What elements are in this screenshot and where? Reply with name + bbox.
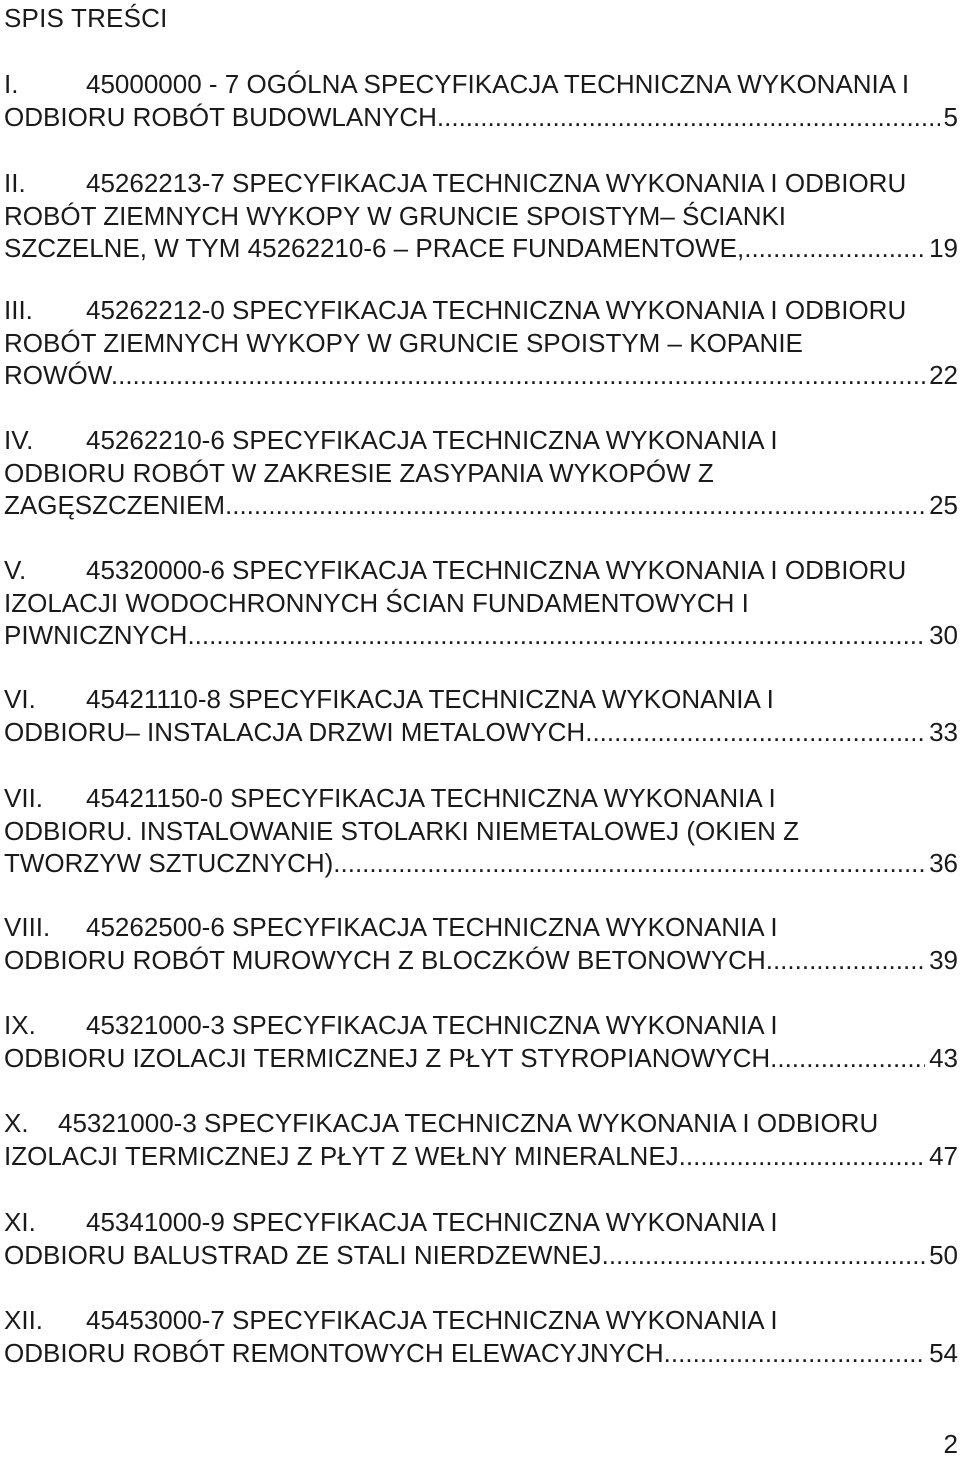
toc-entry-text: 45421110-8 SPECYFIKACJA TECHNICZNA WYKONANIA I: [86, 684, 774, 714]
toc-entry-text: ODBIORU IZOLACJI TERMICZNEJ Z PŁYT STYROPIANOWYCH.: [4, 1042, 778, 1073]
toc-line: [4, 1009, 958, 1042]
toc-entry-6[interactable]: [4, 683, 958, 748]
toc-entry-number: IV.: [4, 425, 34, 455]
toc-line: [4, 200, 958, 233]
toc-line: [4, 1206, 958, 1239]
toc-entry-text: 45341000-9 SPECYFIKACJA TECHNICZNA WYKONANIA I: [86, 1207, 778, 1237]
toc-entry-text: 45262210-6 SPECYFIKACJA TECHNICZNA WYKONANIA I: [86, 425, 778, 455]
toc-entry-text: ODBIORU ROBÓT BUDOWLANYCH: [4, 101, 437, 132]
toc-leader-dots: [118, 359, 925, 392]
toc-entry-number: X.: [4, 1108, 29, 1138]
toc-entry-text: 45000000 - 7 OGÓLNA SPECYFIKACJA TECHNICZNA WYKONANIA I: [86, 69, 910, 99]
toc-entry-12[interactable]: [4, 1304, 958, 1369]
toc-page-number: 5: [943, 101, 958, 132]
toc-leader-dots: [679, 1140, 925, 1173]
toc-leader-dots: [766, 944, 925, 977]
toc-last-line: [4, 101, 958, 134]
toc-page-number: 25: [929, 490, 958, 520]
toc-entry-text: 45421150-0 SPECYFIKACJA TECHNICZNA WYKONANIA I: [86, 783, 776, 813]
toc-entry-2[interactable]: [4, 167, 958, 265]
toc-line: [4, 554, 958, 587]
toc-page-number: 47: [929, 1140, 958, 1171]
toc-last-line: [4, 1042, 958, 1075]
toc-entry-number: IX.: [4, 1010, 36, 1040]
toc-line: [4, 457, 958, 490]
toc-line: [4, 424, 958, 457]
toc-last-line: [4, 716, 958, 749]
toc-last-line: [4, 489, 958, 522]
toc-line: [4, 294, 958, 327]
toc-page-number: 33: [929, 716, 958, 747]
toc-last-line: [4, 1337, 958, 1370]
toc-page-number: 36: [929, 848, 958, 878]
toc-line: [4, 1107, 958, 1140]
toc-entry-text: ODBIORU ROBÓT W ZAKRESIE ZASYPANIA WYKOPÓW Z: [4, 457, 714, 488]
toc-entry-number: II.: [4, 168, 26, 198]
toc-entry-number: XI.: [4, 1207, 36, 1237]
toc-last-line: [4, 847, 958, 880]
toc-entry-number: VIII.: [4, 912, 51, 942]
toc-leader-dots: [187, 619, 925, 652]
toc-entry-4[interactable]: [4, 424, 958, 522]
toc-entry-text: ODBIORU– INSTALACJA DRZWI METALOWYCH: [4, 716, 586, 747]
toc-entry-text: 45321000-3 SPECYFIKACJA TECHNICZNA WYKONANIA I ODBIORU: [58, 1108, 879, 1138]
toc-line: [4, 815, 958, 848]
toc-entry-text: ODBIORU. INSTALOWANIE STOLARKI NIEMETALOWEJ (OKIEN Z: [4, 815, 800, 846]
toc-page-number: 22: [929, 360, 958, 390]
toc-entry-number: VI.: [4, 684, 36, 714]
toc-leader-dots: [225, 489, 925, 522]
toc-last-line: [4, 1140, 958, 1173]
toc-entry-3[interactable]: [4, 294, 958, 392]
toc-entry-number: I.: [4, 69, 19, 99]
toc-entry-text: ROBÓT ZIEMNYCH WYKOPY W GRUNCIE SPOISTYM– ŚCIANKI: [4, 200, 787, 231]
toc-entry-5[interactable]: [4, 554, 958, 652]
toc-page-number: 43: [929, 1042, 958, 1073]
toc-leader-dots: [602, 1239, 925, 1272]
toc-entry-1[interactable]: [4, 68, 958, 133]
toc-entry-text: PIWNICZNYCH: [4, 620, 188, 650]
toc-entry-text: IZOLACJI TERMICZNEJ Z PŁYT Z WEŁNY MINERALNEJ: [4, 1140, 679, 1171]
toc-leader-dots: [744, 232, 925, 265]
toc-leader-dots: [585, 716, 925, 749]
toc-entry-text: 45321000-3 SPECYFIKACJA TECHNICZNA WYKONANIA I: [86, 1010, 778, 1040]
toc-line: [4, 911, 958, 944]
toc-page-number: 54: [929, 1337, 958, 1368]
toc-entry-number: V.: [4, 555, 27, 585]
toc-entry-text: 45453000-7 SPECYFIKACJA TECHNICZNA WYKONANIA I: [86, 1305, 778, 1335]
toc-entry-text: 45262500-6 SPECYFIKACJA TECHNICZNA WYKONANIA I: [86, 912, 778, 942]
toc-entry-number: VII.: [4, 783, 44, 813]
toc-entry-number: XII.: [4, 1305, 44, 1335]
toc-entry-text: ODBIORU ROBÓT REMONTOWYCH ELEWACYJNYCH.: [4, 1337, 671, 1368]
toc-entry-text: IZOLACJI WODOCHRONNYCH ŚCIAN FUNDAMENTOWYCH I: [4, 587, 749, 618]
toc-title: SPIS TREŚCI: [4, 3, 168, 33]
toc-page-number: 30: [929, 620, 958, 650]
toc-entry-11[interactable]: [4, 1206, 958, 1271]
toc-last-line: [4, 232, 958, 265]
page-number: 2: [943, 1429, 958, 1459]
toc-page-number: 39: [929, 944, 958, 975]
document-page: [4, 0, 958, 1463]
toc-entry-text: ROBÓT ZIEMNYCH WYKOPY W GRUNCIE SPOISTYM – KOPANIE: [4, 327, 803, 358]
toc-entry-text: ODBIORU BALUSTRAD ZE STALI NIERDZEWNEJ: [4, 1239, 602, 1270]
toc-line: [4, 587, 958, 620]
toc-entry-text: 45262212-0 SPECYFIKACJA TECHNICZNA WYKONANIA I ODBIORU: [86, 295, 907, 325]
toc-leader-dots: [437, 101, 940, 134]
toc-last-line: [4, 1239, 958, 1272]
toc-entry-9[interactable]: [4, 1009, 958, 1074]
toc-entry-text: TWORZYW SZTUCZNYCH).: [4, 848, 341, 878]
toc-entry-text: ODBIORU ROBÓT MUROWYCH Z BLOCZKÓW BETONOWYCH: [4, 944, 766, 975]
toc-entry-text: ZAGĘSZCZENIEM: [4, 490, 226, 520]
toc-line: [4, 327, 958, 360]
toc-page-number: 50: [929, 1239, 958, 1270]
toc-leader-dots: [341, 847, 926, 880]
toc-entry-text: 45320000-6 SPECYFIKACJA TECHNICZNA WYKONANIA I ODBIORU: [86, 555, 907, 585]
toc-entry-text: ROWÓW.: [4, 360, 119, 390]
toc-last-line: [4, 619, 958, 652]
toc-line: [4, 683, 958, 716]
toc-last-line: [4, 944, 958, 977]
toc-line: [4, 68, 958, 101]
toc-entry-8[interactable]: [4, 911, 958, 976]
toc-entry-10[interactable]: [4, 1107, 958, 1172]
toc-entry-text: 45262213-7 SPECYFIKACJA TECHNICZNA WYKONANIA I ODBIORU: [86, 168, 907, 198]
toc-leader-dots: [671, 1337, 925, 1370]
toc-page-number: 19: [929, 233, 958, 263]
toc-entry-7[interactable]: [4, 782, 958, 880]
toc-leader-dots: [777, 1042, 925, 1075]
toc-entry-number: III.: [4, 295, 33, 325]
toc-last-line: [4, 359, 958, 392]
toc-line: [4, 782, 958, 815]
toc-line: [4, 167, 958, 200]
toc-line: [4, 1304, 958, 1337]
toc-entry-text: SZCZELNE, W TYM 45262210-6 – PRACE FUNDAMENTOWE,: [4, 233, 745, 263]
